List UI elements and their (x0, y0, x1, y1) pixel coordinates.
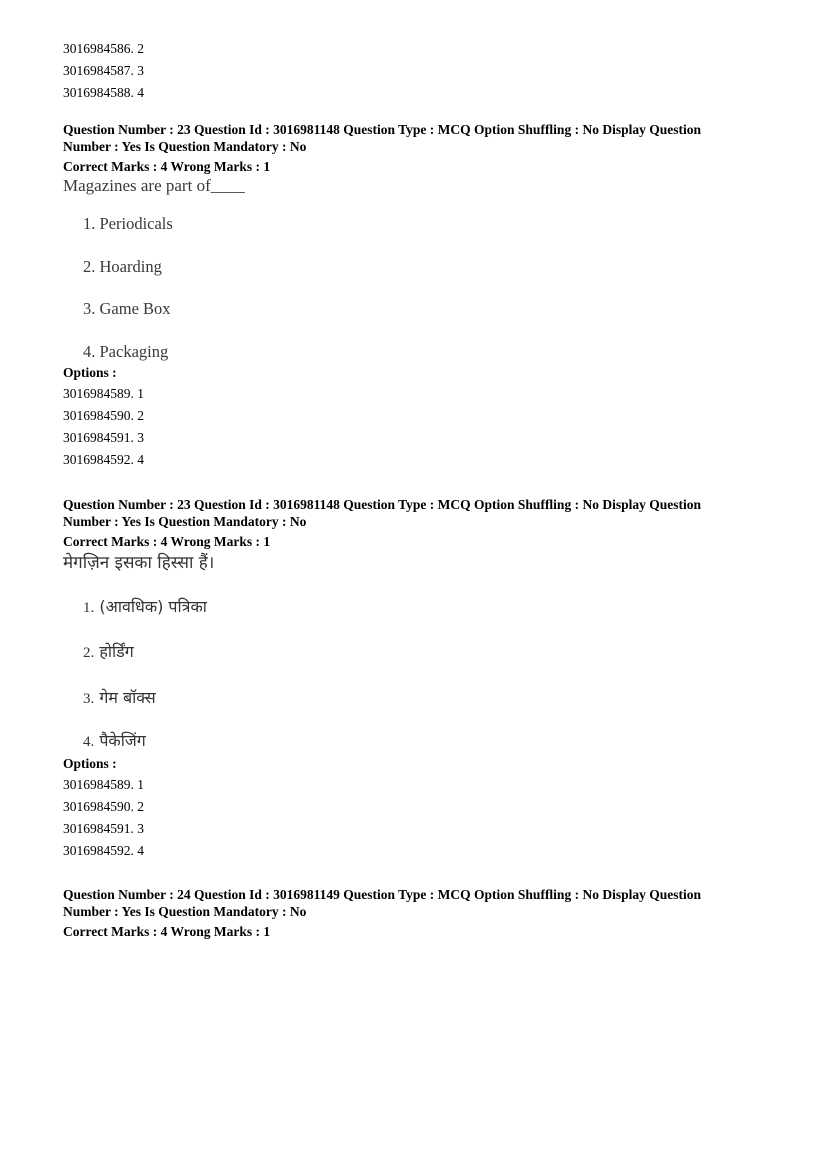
document-page (63, 38, 783, 940)
question-choice: 2. Hoarding (83, 256, 162, 276)
question-marks: Correct Marks : 4 Wrong Marks : 1 (63, 159, 271, 174)
question-content (63, 550, 783, 755)
question-choice (63, 584, 783, 630)
question-stem: Magazines are part of____ (63, 176, 245, 195)
question-choice: 3. Game Box (83, 299, 171, 318)
option-line: 3016984592. 4 (63, 843, 144, 858)
option-line: 3016984589. 1 (63, 777, 144, 792)
options-label: Options : (63, 364, 117, 380)
choice-number: 1. (83, 599, 95, 616)
option-line: 3016984592. 4 (63, 451, 144, 467)
question-marks: Correct Marks : 4 Wrong Marks : 1 (63, 924, 271, 939)
option-line: 3016984591. 3 (63, 821, 144, 836)
question-meta (63, 496, 783, 550)
question-choice (63, 675, 783, 721)
question-marks: Correct Marks : 4 Wrong Marks : 1 (63, 533, 271, 549)
option-line: 3016984587. 3 (63, 63, 144, 78)
choice-text: पैकेजिंग (99, 731, 146, 750)
question-meta (63, 121, 783, 175)
choice-number: 4. (83, 734, 95, 750)
options-list (63, 383, 783, 471)
question-block-23-en (63, 121, 783, 471)
option-line: 3016984586. 2 (63, 41, 144, 56)
options-list (63, 774, 783, 862)
question-block-23-hi (63, 496, 783, 863)
question-meta (63, 886, 783, 940)
option-line: 3016984590. 2 (63, 407, 144, 423)
question-stem: मेगज़िन इसका हिस्सा हैं। (63, 552, 215, 573)
question-meta-line: Question Number : 23 Question Id : 3016981148 Question Type : MCQ Option Shuffling : No Display Question (63, 122, 701, 137)
choice-text: होर्डिंग (99, 642, 134, 661)
option-line: 3016984589. 1 (63, 385, 144, 401)
choice-text: (आवधिक) पत्रिका (99, 596, 207, 616)
previous-options-list (63, 38, 783, 104)
question-choice (63, 629, 783, 675)
question-block-24 (63, 886, 783, 940)
question-choice (63, 728, 783, 754)
question-meta-line: Question Number : 23 Question Id : 3016981148 Question Type : MCQ Option Shuffling : No Display Question (63, 496, 701, 512)
question-meta-line: Question Number : 24 Question Id : 3016981149 Question Type : MCQ Option Shuffling : No Display Question (63, 887, 701, 902)
spacer (63, 862, 783, 886)
choice-number: 3. (83, 690, 95, 707)
option-line: 3016984591. 3 (63, 429, 144, 445)
question-meta-line: Number : Yes Is Question Mandatory : No (63, 904, 307, 919)
spacer (63, 104, 783, 121)
option-line: 3016984590. 2 (63, 799, 144, 814)
question-choice: 1. Periodicals (83, 214, 173, 233)
choice-number: 2. (83, 645, 95, 661)
option-line: 3016984588. 4 (63, 85, 144, 100)
question-meta-line: Number : Yes Is Question Mandatory : No (63, 139, 307, 154)
question-meta-line: Number : Yes Is Question Mandatory : No (63, 513, 307, 529)
question-content (63, 175, 783, 363)
options-label: Options : (63, 756, 117, 771)
choice-text: गेम बॉक्स (99, 687, 156, 707)
spacer (63, 471, 783, 496)
question-choice: 4. Packaging (83, 341, 169, 361)
